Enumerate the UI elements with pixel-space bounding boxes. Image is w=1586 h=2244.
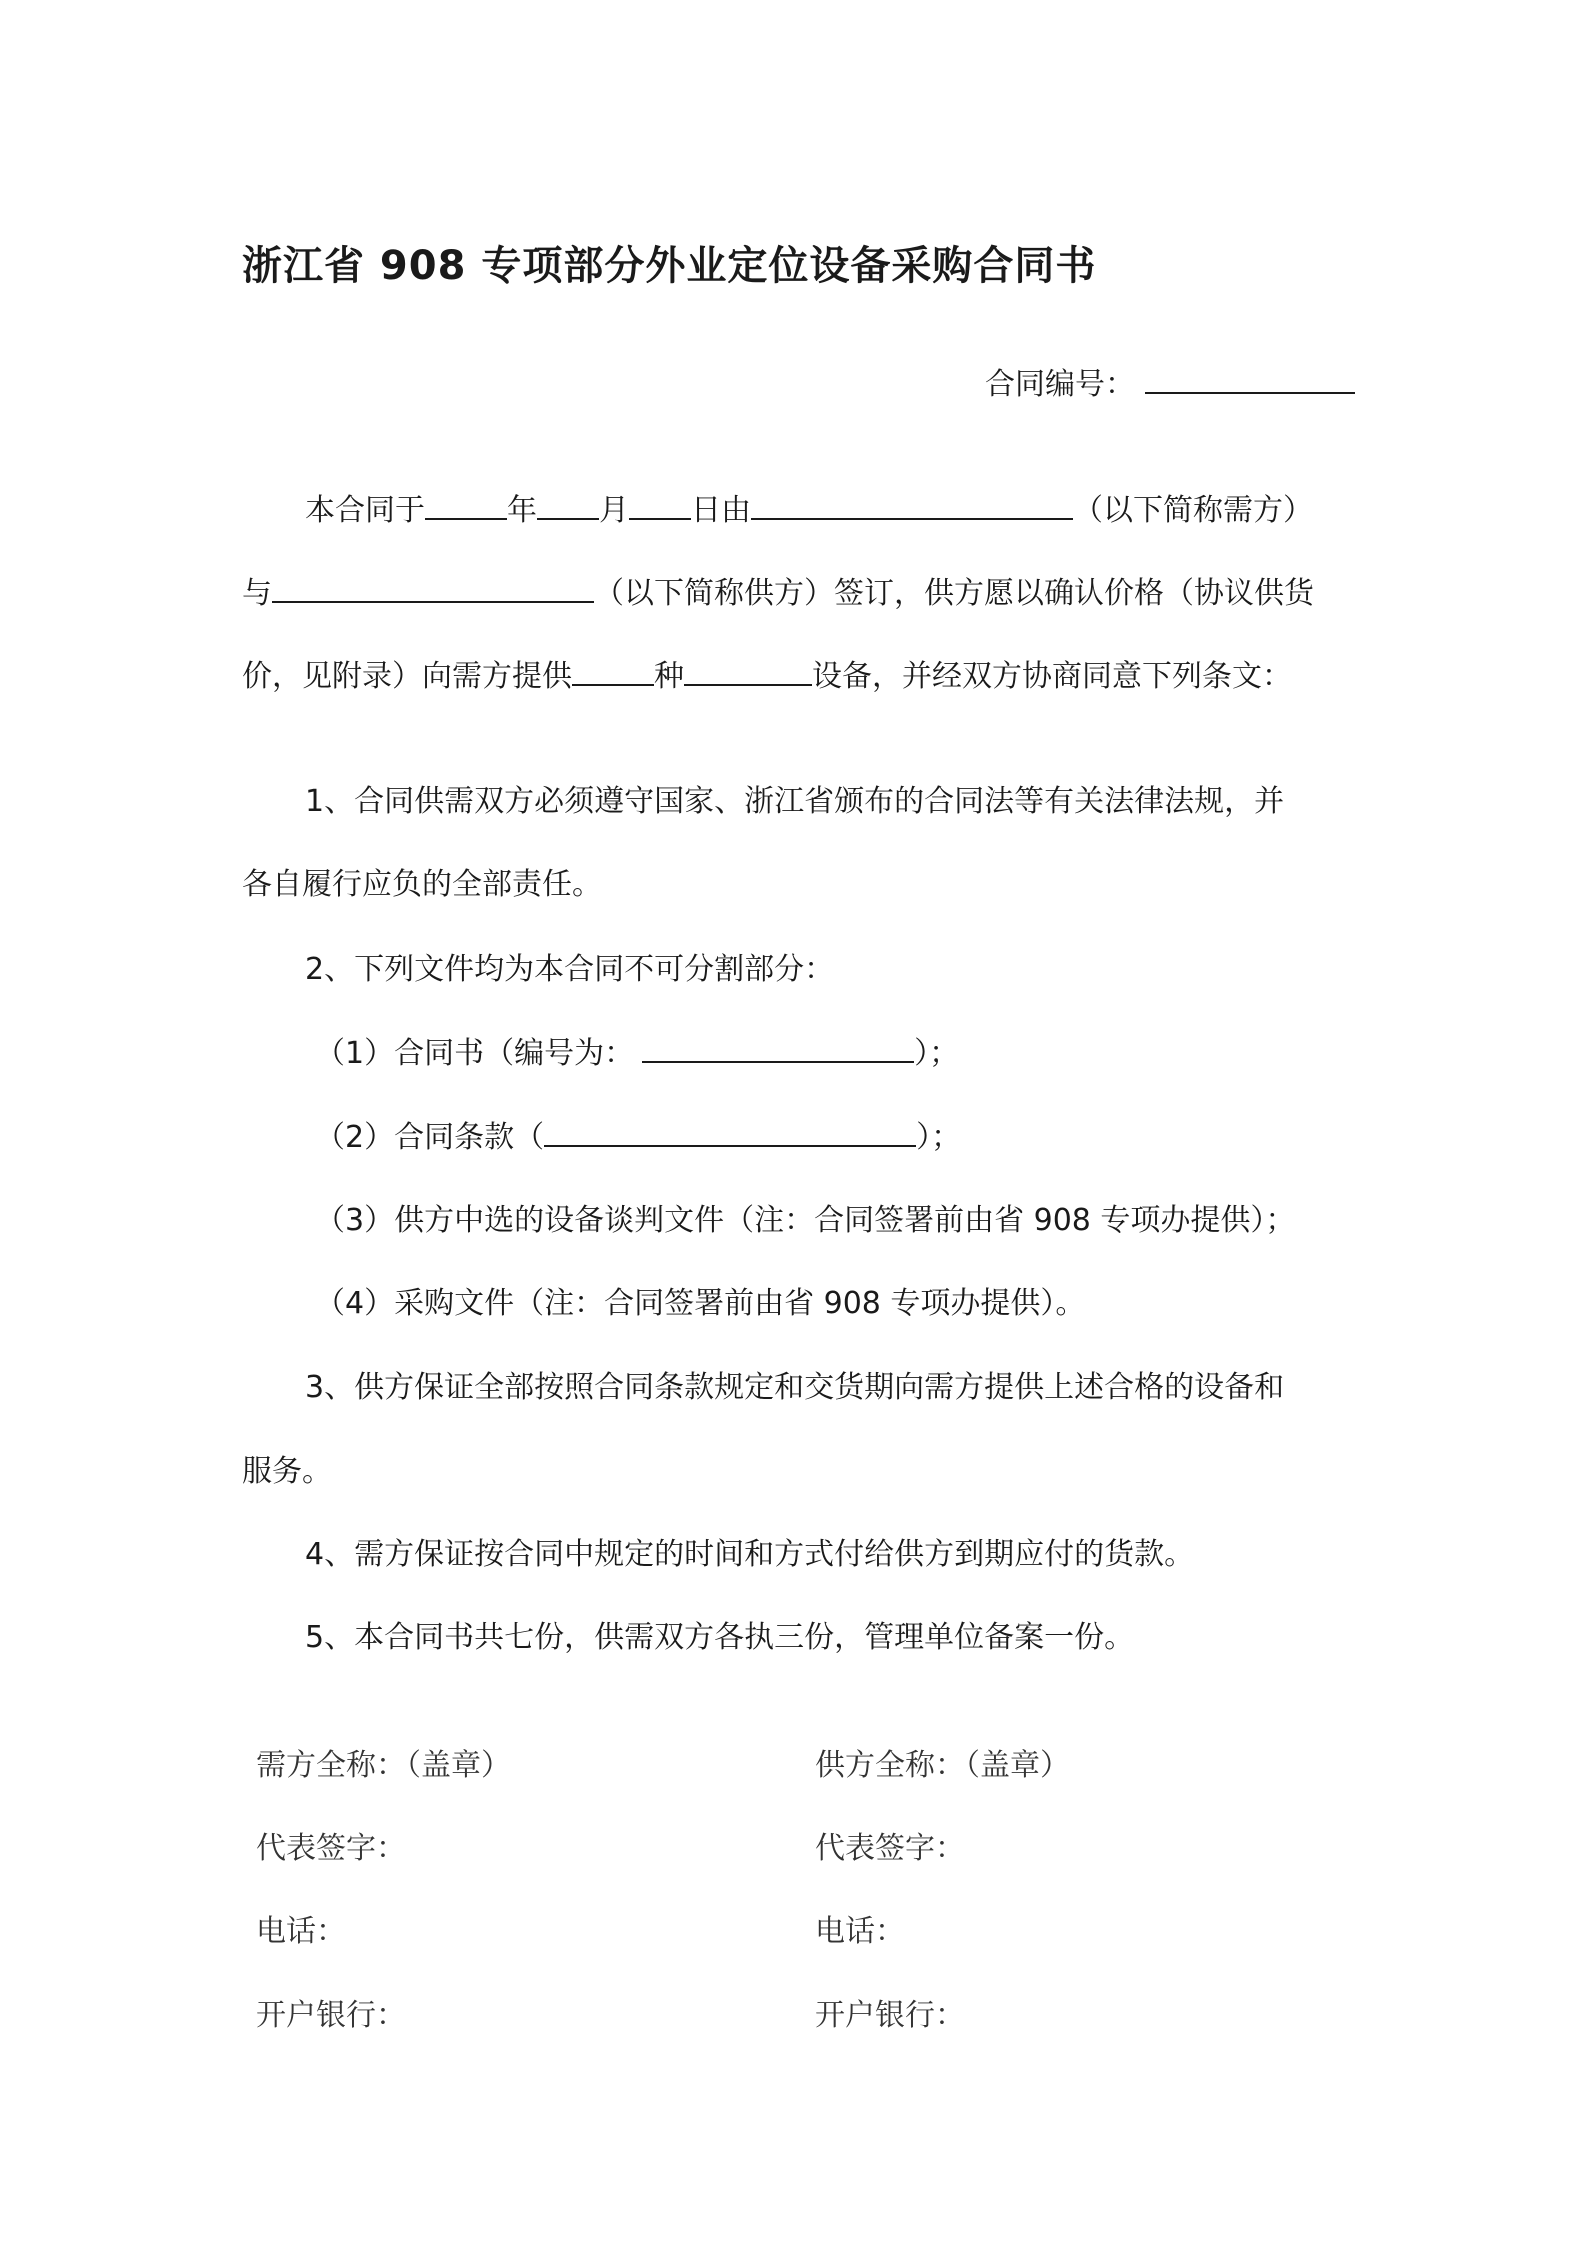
intro-text: 价，见附录）向需方提供: [242, 659, 572, 694]
clause-1-line-2: 各自履行应负的全部责任。: [242, 867, 602, 902]
intro-line-3: [242, 656, 1292, 697]
buyer-alias-text: （以下简称需方）: [1073, 493, 1313, 528]
contract-number-label: 合同编号：: [985, 367, 1135, 402]
intro-line-2: [242, 573, 1314, 614]
clause-3-line-1: 3、供方保证全部按照合同条款规定和交货期向需方提供上述合格的设备和: [305, 1370, 1285, 1405]
seller-phone-label: 电话：: [815, 1914, 905, 1949]
buyer-name-blank[interactable]: [751, 490, 1073, 520]
document-title: 浙江省 908 专项部分外业定位设备采购合同书: [242, 243, 1097, 289]
item-4: （4）采购文件（注：合同签署前由省 908 专项办提供）。: [315, 1286, 1086, 1321]
seller-name-blank[interactable]: [272, 573, 594, 603]
kind-count-blank[interactable]: [572, 656, 654, 686]
seller-alias-text: （以下简称供方）签订，供方愿以确认价格（协议供货: [594, 576, 1314, 611]
day-blank[interactable]: [629, 490, 691, 520]
month-label: 月: [599, 493, 629, 528]
contract-number-line: [985, 364, 1355, 405]
item-1-close: ）；: [914, 1036, 960, 1071]
buyer-bank-label: 开户银行：: [256, 1998, 406, 2033]
intro-text: 与: [242, 576, 272, 611]
contract-terms-blank[interactable]: [544, 1117, 916, 1147]
seller-bank-label: 开户银行：: [815, 1998, 965, 2033]
clause-2: 2、下列文件均为本合同不可分割部分：: [305, 952, 835, 987]
buyer-name-label: 需方全称：（盖章）: [256, 1748, 511, 1783]
clause-3-line-2: 服务。: [242, 1454, 332, 1489]
year-label: 年: [507, 493, 537, 528]
day-label: 日由: [691, 493, 751, 528]
contract-book-number-blank[interactable]: [642, 1033, 914, 1063]
item-1-text: （1）合同书（编号为：: [315, 1036, 635, 1071]
seller-name-label: 供方全称：（盖章）: [815, 1748, 1070, 1783]
clause-1-line-1: 1、合同供需双方必须遵守国家、浙江省颁布的合同法等有关法律法规，并: [305, 784, 1285, 819]
buyer-phone-label: 电话：: [256, 1914, 346, 1949]
year-blank[interactable]: [425, 490, 507, 520]
item-3: （3）供方中选的设备谈判文件（注：合同签署前由省 908 专项办提供）；: [315, 1203, 1296, 1238]
buyer-rep-label: 代表签字：: [256, 1831, 406, 1866]
item-2: [315, 1117, 961, 1158]
kind-label: 种: [654, 659, 684, 694]
item-1: [315, 1033, 959, 1074]
device-type-blank[interactable]: [684, 656, 812, 686]
month-blank[interactable]: [537, 490, 599, 520]
clause-5: 5、本合同书共七份，供需双方各执三份，管理单位备案一份。: [305, 1620, 1135, 1655]
clause-4: 4、需方保证按合同中规定的时间和方式付给供方到期应付的货款。: [305, 1537, 1195, 1572]
item-2-close: ）；: [916, 1120, 962, 1155]
intro-line-1: [305, 490, 1313, 531]
intro-text: 本合同于: [305, 493, 425, 528]
contract-number-blank[interactable]: [1145, 364, 1355, 394]
item-2-text: （2）合同条款（: [315, 1120, 545, 1155]
intro-end-text: 设备，并经双方协商同意下列条文：: [812, 659, 1292, 694]
seller-rep-label: 代表签字：: [815, 1831, 965, 1866]
